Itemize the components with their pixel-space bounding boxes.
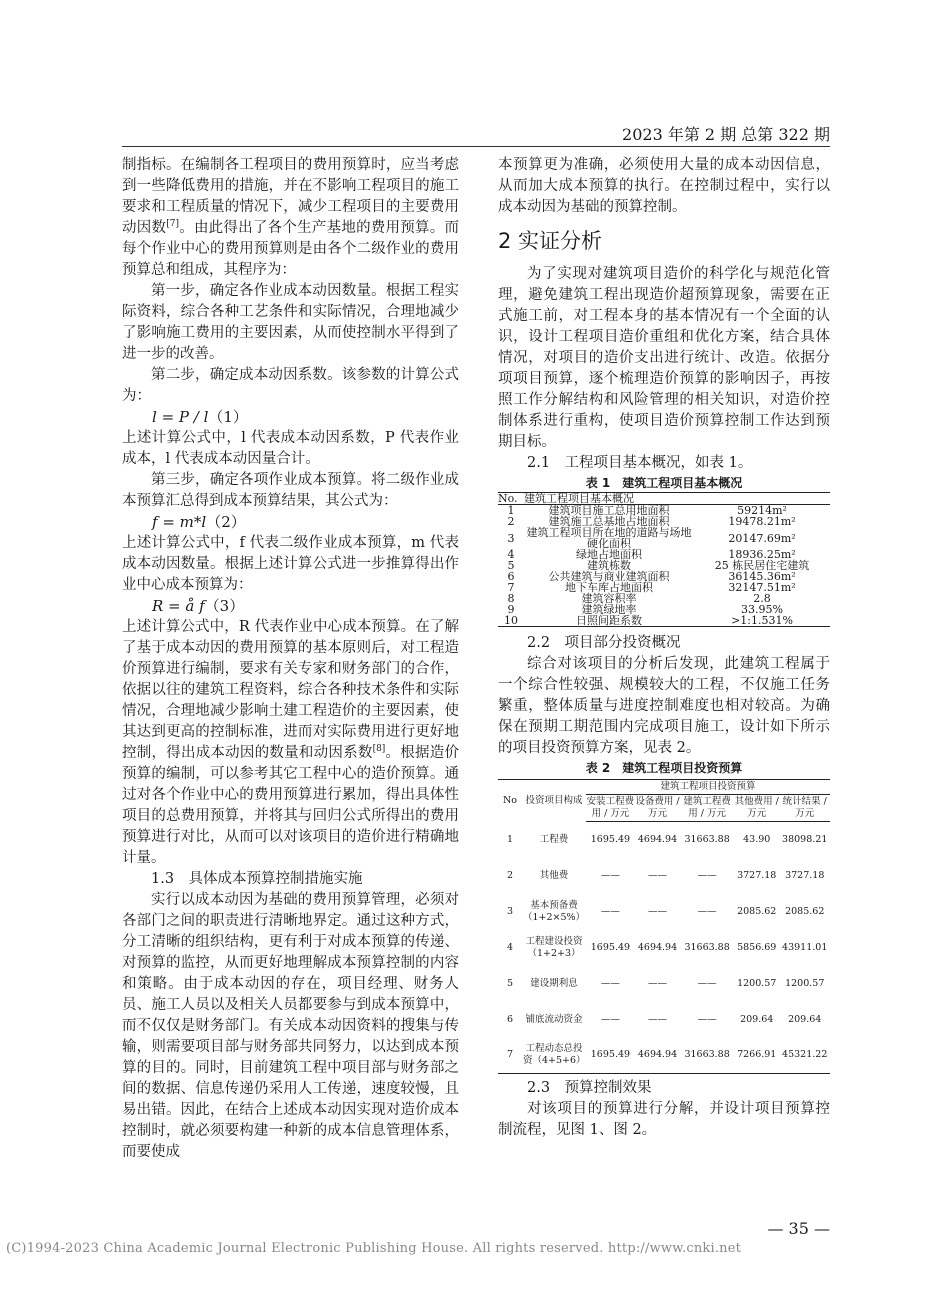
section-2-3-heading: 2.3 预算控制效果 [527,1080,652,1096]
table-row [498,894,830,930]
table-cell: 建筑施工总基地占地面积 [548,515,670,528]
table-cell: 7 [506,1049,514,1061]
table-row [498,527,830,549]
table-2 [498,779,830,1074]
table-header: 建筑工程费用 / 万元 [680,795,734,822]
table-row [498,930,830,966]
table-cell: 4 [507,548,515,561]
table-cell: —— [648,869,667,881]
table-cell: —— [648,1013,667,1025]
issue-label: 2023 年第 2 期 总第 322 期 [622,125,830,144]
table-cell: 3 [507,531,515,545]
table-row [498,966,830,1002]
section-2-heading: 2 实证分析 [498,229,603,253]
right-column [498,155,830,1141]
table-cell: 10 [504,614,518,627]
table-cell: 2 [506,869,514,881]
table-cell: 1 [507,504,515,517]
copyright-notice: (C)1994-2023 China Academic Journal Electronic Publishing House. All rights reserved. http://www.cnki.net [6,1241,742,1256]
table-row [498,858,830,894]
table-header: 安装工程费用 / 万元 [586,795,635,822]
table-cell: 4 [506,941,514,953]
table-cell: 绿地占地面积 [576,548,642,561]
table-cell: —— [697,1013,717,1025]
table-row [498,582,830,593]
table-cell: 7266.91 [737,1049,777,1061]
table-cell: 建设期利息 [530,977,578,989]
table-cell: —— [697,905,717,917]
step-1: 第一步，确定各作业成本动因数量。根据工程实际资料，综合各种工艺条件和实际情况，合理地减少了影响施工费用的主要因素，从而使控制水平得到了进一步的改善。 [122,283,459,362]
table-row [498,1038,830,1074]
table-cell: 建筑绿地率 [581,603,637,616]
table-cell: 4694.94 [637,1049,678,1061]
table-header: 建筑工程项目基本概况 [524,493,830,505]
table-cell: 32147.51m² [728,581,796,594]
table-cell: 31663.88 [684,833,730,845]
table-cell: 3727.18 [737,869,777,881]
section-2-2-heading: 2.2 项目部分投资概况 [527,635,681,651]
table-cell: >1:1.531% [731,614,793,627]
table-cell: —— [600,869,620,881]
table-cell: 2 [507,515,515,528]
table-header: 建筑工程项目投资预算 [586,780,830,795]
formula-2: f = m*l（2） [152,513,246,531]
table-cell: 25 栋民居住宅建筑 [714,559,810,572]
formula-2-explain: 上述计算公式中，f 代表二级作业成本预算，m 代表成本动因数量。根据上述计算公式进一步推算得出作业中心成本预算为： [122,535,459,593]
table-header: 设备费用 / 万元 [635,795,680,822]
table-cell: 19478.21m² [728,515,796,528]
paragraph: 对该项目的预算进行分解，并设计项目预算控制流程，见图 1、图 2。 [498,1101,830,1138]
table-cell: —— [697,977,717,989]
table-cell: 59214m² [737,504,787,517]
table-cell: 31663.88 [684,941,730,953]
table-cell: 31663.88 [684,1049,730,1061]
table-row [498,1002,830,1038]
table-cell: 工程动态总投资（4+5+6） [523,1043,586,1067]
page-number: — 35 — [767,1219,830,1238]
table-cell: 45321.22 [782,1049,828,1061]
step-3: 第三步，确定各项作业成本预算。将二级作业成本预算汇总得到成本预算结果，其公式为： [122,472,459,509]
table-cell: 36145.36m² [728,570,796,583]
table-header: No [502,794,518,806]
table-1 [498,492,830,627]
table-cell: 20147.69m² [728,531,796,545]
table-cell: 公共建筑与商业建筑面积 [548,570,670,583]
table-row [498,615,830,627]
table-cell: 9 [507,603,515,616]
table-cell: 6 [507,570,515,583]
table-2-caption: 表 2 建筑工程项目投资预算 [585,761,743,775]
table-header: No. [498,493,524,505]
table-cell: 6 [506,1013,514,1025]
table-cell: 209.64 [740,1013,774,1025]
paragraph: 本预算更为准确，必须使用大量的成本动因信息，从而加大成本预算的执行。在控制过程中，实行以成本动因为基础的预算控制。 [498,157,830,215]
table-cell: 209.64 [788,1013,822,1025]
table-cell: 建筑项目施工总用地面积 [548,504,670,517]
table-cell: 2085.62 [737,905,777,917]
table-header: 其他费用 / 万元 [734,795,779,822]
header-rule [122,146,830,147]
section-2-1-heading: 2.1 工程项目基本概况，如表 1。 [527,455,753,471]
table-cell: 4694.94 [637,941,678,953]
table-cell: 43.90 [743,833,771,845]
table-cell: 建筑容积率 [581,592,637,605]
table-cell: 8 [507,592,515,605]
table-cell: 工程费 [539,833,569,845]
paragraph: 实行以成本动因为基础的费用预算管理，必须对各部门之间的职责进行清晰地界定。通过这种方式，分工清晰的组织结构，更有利于对成本预算的传递、对预算的监控，从而更好地理解成本预算控制的内容和策略。由于成本动因的存在，项目经理、财务人员、施工人员以及相关人员都要参与到成本预算中，而不仅仅是财务部门。有关成本动因资料的搜集与传输，则需要项目部与财务部共同努力，以达到成本预算的目的。同时，目前建筑工程中项目部与财务部之间的数据、信息传递仍采用人工传递，速度较慢，且易出错。因此，在结合上述成本动因实现对造价成本控制时，就必须要构建一种新的成本信息管理体系，而要使成 [122,892,459,1160]
table-header: 投资项目构成 [525,794,583,806]
formula-1-explain: 上述计算公式中，l 代表成本动因系数，P 代表作业成本，l 代表成本动因量合计。 [122,430,459,467]
table-cell: 1695.49 [590,1049,631,1061]
table-cell: 1695.49 [590,833,631,845]
table-cell: 1200.57 [737,977,777,989]
table-cell: 43911.01 [782,941,828,953]
paragraph: 制指标。在编制各工程项目的费用预算时，应当考虑到一些降低费用的措施，并在不影响工程项目的施工要求和工程质量的情况下，减少工程项目的主要费用动因数[7]。由此得出了各个生产基地的费用预算。而每个作业中心的费用预算则是由各个二级作业的费用预算总和组成，其程序为： [122,157,460,278]
table-cell: 基本预备费（1+2×5%） [523,899,586,923]
left-column [122,155,459,1163]
table-cell: 建筑栋数 [587,559,631,572]
section-1-3-heading: 1.3 具体成本预算控制措施实施 [151,871,363,887]
table-cell: 日照间距系数 [576,614,642,627]
table-cell: —— [648,905,667,917]
table-cell: 3 [506,905,514,917]
table-cell: 33.95% [741,603,783,616]
table-cell: 5856.69 [737,941,777,953]
table-cell: —— [648,977,667,989]
formula-3: R = å f（3） [152,597,245,615]
table-cell: —— [697,869,717,881]
step-2: 第二步，确定成本动因系数。该参数的计算公式为： [122,367,459,404]
table-cell: 1 [506,833,514,845]
table-cell: 18936.25m² [728,548,796,561]
table-cell: 建筑工程项目所在地的道路与场地硬化面积 [526,526,692,550]
table-cell: 2085.62 [785,905,825,917]
table-cell: 7 [507,581,515,594]
table-cell: 5 [506,977,514,989]
table-cell: 38098.21 [782,833,828,845]
table-cell: 1695.49 [590,941,631,953]
table-cell: 地下车库占地面积 [565,581,653,594]
table-cell: 工程建设投资（1+2+3） [525,935,583,959]
table-cell: —— [600,1013,620,1025]
table-cell: 其他费 [539,869,569,881]
table-header: 统计结果 / 万元 [779,795,830,822]
table-cell: 4694.94 [637,833,678,845]
paragraph: 综合对该项目的分析后发现，此建筑工程属于一个综合性较强、规模较大的工程，不仅施工任务繁重，整体质量与进度控制难度也相对较高。为确保在预期工期范围内完成项目施工，设计如下所示的项目投资预算方案，见表 2。 [498,656,830,756]
formula-1: l = P / l（1） [152,408,248,426]
table-1-caption: 表 1 建筑工程项目基本概况 [585,476,743,490]
table-cell: 2.8 [753,592,771,605]
formula-3-explain: 上述计算公式中，R 代表作业中心成本预算。在了解了基于成本动因的费用预算的基本原则后，对工程造价预算进行编制，要求有关专家和财务部门的合作，依据以往的建筑工程资料，综合各种技术条件和实际情况，合理地减少影响土建工程造价的主要因素，使其达到更高的控制标准，进而对实际费用进行更好地控制，得出成本动因的数量和动因系数[8]。根据造价预算的编制，可以参考其它工程中心的造价预算。通过对各个作业中心的费用预算进行累加，得出具体性项目的总费用预算，并将其与回归公式所得出的费用预算进行对比，从而可以对该项目的造价进行精确地计量。 [122,619,460,866]
table-cell: 3727.18 [785,869,825,881]
table-row [498,822,830,858]
table-cell: 5 [507,559,515,572]
table-cell: —— [600,977,620,989]
table-cell: 铺底流动资金 [525,1013,583,1025]
table-cell: 1200.57 [785,977,825,989]
paragraph: 为了实现对建筑项目造价的科学化与规范化管理，避免建筑工程出现造价超预算现象，需要在正式施工前，对工程本身的基本情况有一个全面的认识，设计工程项目造价重组和优化方案，结合具体情况，对项目的造价支出进行统计、改造。依据分项项目预算，逐个梳理造价预算的影响因子，再按照工作分解结构和风险管理的相关知识，对造价控制体系进行重构，使项目造价预算控制工作达到预期目标。 [498,266,830,450]
table-cell: —— [600,905,620,917]
